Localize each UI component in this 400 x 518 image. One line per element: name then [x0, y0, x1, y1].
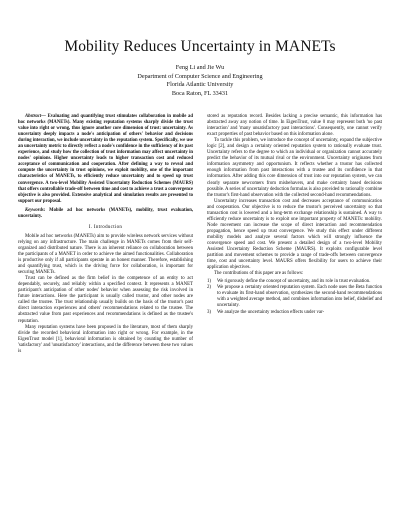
body-paragraph: Mobile ad hoc networks (MANETs) aim to provide wireless network services without relying on any infrastructure. The main challenge in MANETs comes from their self-organized and distributed nature. There is an inherent reliance on collaboration between the participants of a MANET in order to achieve the aimed functionalities. Collaboration is productive only if all participants operate in an honest manner. Therefore, establishing and quantifying trust, which is the driving force for collaboration, is important for securing MANETs.: [18, 233, 193, 276]
list-text: We rigorously define the concept of uncertainty, and its role in trust evaluation.: [217, 279, 371, 285]
contribution-list: [207, 279, 382, 315]
author-city: Boca Raton, FL 33431: [171, 89, 229, 97]
abstract-text: — Evaluating and quantifying trust stimulates collaboration in mobile ad hoc networks (MANETs). Many existing reputation systems sharply divide the trust value into right or wrong, thus ignore another core dimension of trust: uncertainty. As uncertainty deeply impacts a node's anticipation of others' behavior and decisions during interaction, we include uncertainty in the reputation system. Specifically, we use an uncertainty metric to directly reflect a node's confidence in the sufficiency of its past experience, and study how the collection of trust information may affect uncertainty in nodes' opinions. Higher uncertainty leads to higher transaction cost and reduced acceptance of communication and cooperation. After defining a way to reveal and compute the uncertainty in trust opinions, we exploit mobility, one of the important characteristics of MANETs, to efficiently reduce uncertainty and to speed up trust convergence. A two-level Mobility Assisted Uncertainty Reduction Schemes (MAURS) that offers controllable trade-off between time and cost to achieve a trust a convergence objective is also provided. Extensive analytical and simulation results are presented to support our proposal.: [18, 114, 193, 204]
abstract-label: Abstract: [25, 114, 42, 119]
list-number: 3): [207, 309, 212, 315]
author-block: [0, 64, 400, 98]
body-paragraph: stored as reputation record. Besides lacking a precise semantic, this information has abstracted away any notion of time. In EigenTrust, value 0 may represent both 'no past interaction' and 'many unsatisfactory past interactions'. Consequently, one cannot verify exact properties of past behavior based on this information alone.: [207, 114, 382, 138]
abstract: [18, 114, 193, 205]
body-paragraph: Many reputation systems have been proposed in the literature, most of them sharply divide the recorded behavioral information into right or wrong. For example, in the EigenTrust model [1], behavioral information is obtained by counting the number of 'satisfactory' and 'unsatisfactory' interactions, and the difference between these two values is: [18, 324, 193, 354]
left-column: [18, 114, 193, 355]
list-number: 1): [207, 279, 212, 285]
body-paragraph: The contributions of this paper are as follows:: [214, 271, 304, 277]
paper-title: Mobility Reduces Uncertainty in MANETs: [64, 38, 336, 55]
list-number: 2): [207, 285, 212, 291]
body-paragraph: Uncertainty increases transaction cost and decreases acceptance of communication and cooperation. Our objective is to reduce the trustor's perceived uncertainty so that transaction cost is lowered and a long-term exchange relationship is sustained. A way to efficiently reduce uncertainty is to exploit one important property of MANETs: mobility. Node movement can increase the scope of direct interaction and recommendation propagation, hence speed up trust convergence. We study this effect under different mobility models and analyze several factors which will strongly influence the convergence speed and cost. We present a detailed design of a two-level Mobility Assisted Uncertainty Reduction Scheme (MAURS). It exploits configurable level partition and movement schemes to provide a range of trade-offs between convergence time, cost and uncertainty level. MAURS offers flexibility for users to achieve their application objectives.: [207, 198, 382, 271]
author-department: Department of Computer Science and Engineering: [137, 72, 263, 80]
keywords: [18, 208, 193, 220]
right-column: [207, 114, 382, 316]
body-paragraph: To tackle this problem, we introduce the concept of uncertainty, expand the subjective logic [2], and design a certainty oriented reputation system to rationally evaluate trust. Uncertainty refers to the degree to which an individual or organization cannot accurately predict the behavior of its mutual rival or the environment. Uncertainty originates from information asymmetry and opportunism. It reflects whether a trustor has collected enough information from past interactions with a trustee and its confidence in that information. After adding this core dimension of trust into our reputation system, we can clearly separate newcomers from misbehavers, and make certainty based decisions possible. A series of uncertainty deduction formulas is also provided to rationally combine the trustor's first-hand observation with the collected second-hand recommendations.: [207, 138, 383, 198]
section-heading: I. Introduction: [88, 224, 123, 230]
list-item: [207, 285, 382, 309]
list-text: We propose a certainty oriented reputation system. Each node uses the Beta function to evaluate its first-hand observation, synthesizes the second-hand recommendations with a weighted average method, and combines information into belief, disbelief and uncertainty.: [217, 285, 382, 309]
list-text: We analyze the uncertainty reduction effects under var-: [217, 309, 325, 315]
author-names: Feng Li and Jie Wu: [175, 64, 225, 71]
list-item: [207, 310, 382, 316]
keywords-text: : Mobile ad hoc networks (MANETs), mobility, trust evaluation, uncertainty.: [18, 207, 193, 219]
body-paragraph: Trust can be defined as the firm belief in the competence of an entity to act dependably, securely, and reliably within a specified context. It represents a MANET participant's anticipation of other nodes' behavior when assessing the risk involved in future interactions. Here the participant is usually called trustor, and other nodes are called the trustee. The trust relationship usually builds on the basis of the trustor's past direct interaction experiences and others' recommendations related to the trustee. The abstracted value from past experiences and recommendations is defined as the trustee's reputation.: [18, 276, 193, 324]
keywords-label: Keywords: [25, 207, 44, 213]
author-university: Florida Atlantic University: [166, 81, 234, 89]
